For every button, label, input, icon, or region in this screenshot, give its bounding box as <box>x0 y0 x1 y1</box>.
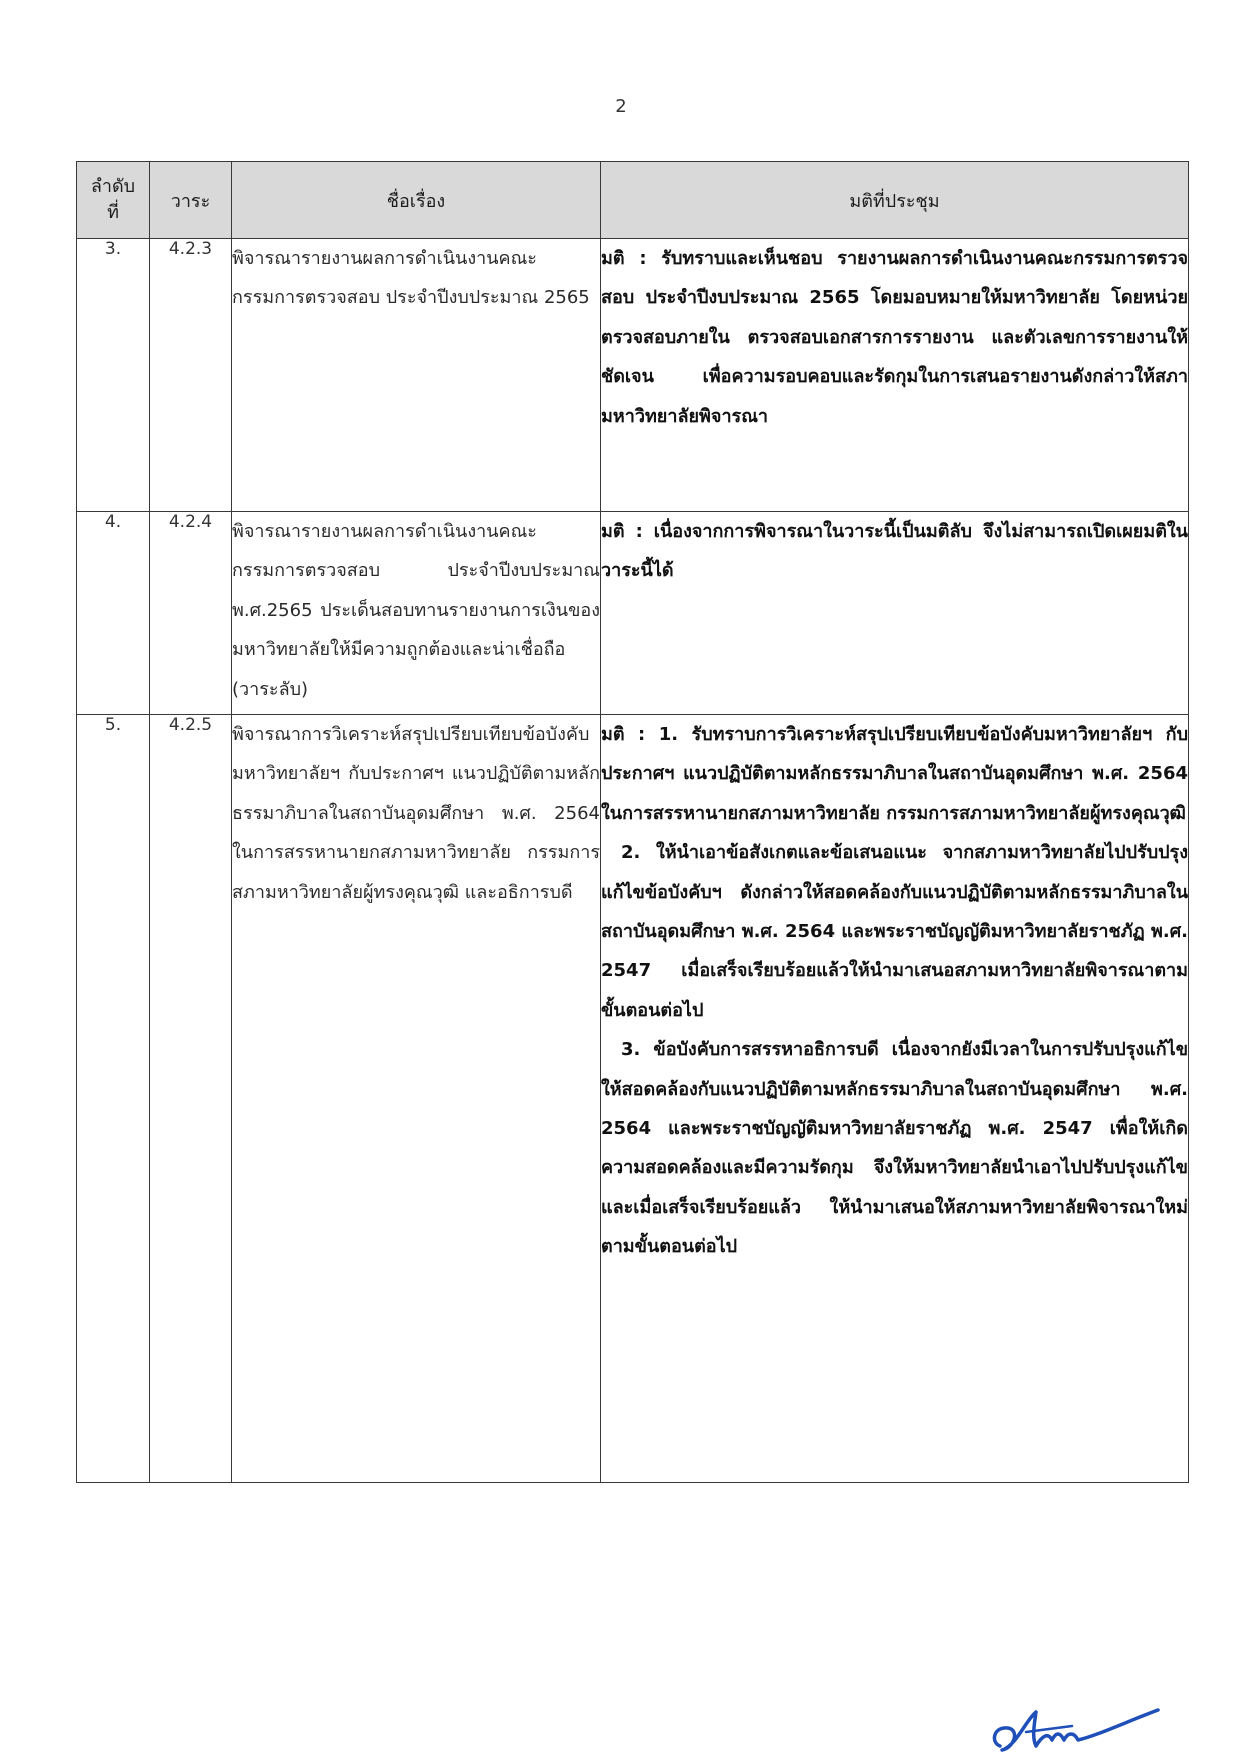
page-number: 2 <box>615 96 627 117</box>
header-resolution: มติที่ประชุม <box>601 162 1189 239</box>
resolution-paragraph: 2. ให้นำเอาข้อสังเกตและข้อเสนอแนะ จากสภามหาวิทยาลัยไปปรับปรุงแก้ไขข้อบังคับฯ ดังกล่าวให้สอดคล้องกับแนวปฏิบัติตามหลักธรรมาภิบาลในสถาบันอุดมศึกษา พ.ศ. 2564 และพระราชบัญญัติมหาวิทยาลัยราชภัฏ พ.ศ. 2547 เมื่อเสร็จเรียบร้อยแล้วให้นำมาเสนอสภามหาวิทยาลัยพิจารณาตามขั้นตอนต่อไป <box>601 842 1188 1021</box>
row-agenda: 4.2.3 <box>150 239 232 512</box>
row-resolution <box>601 512 1189 715</box>
row-resolution <box>601 715 1189 1483</box>
row-subject: พิจารณารายงานผลการดำเนินงานคณะกรรมการตรวจสอบ ประจำปีงบประมาณ พ.ศ.2565 ประเด็นสอบทานรายงานการเงินของมหาวิทยาลัยให้มีความถูกต้องและน่าเชื่อถือ (วาระลับ) <box>232 512 601 715</box>
row-subject: พิจารณาการวิเคราะห์สรุปเปรียบเทียบข้อบังคับมหาวิทยาลัยฯ กับประกาศฯ แนวปฏิบัติตามหลักธรรมาภิบาลในสถาบันอุดมศึกษา พ.ศ. 2564 ในการสรรหานายกสภามหาวิทยาลัย กรรมการสภามหาวิทยาลัยผู้ทรงคุณวุฒิ และอธิการบดี <box>232 715 601 1483</box>
header-agenda: วาระ <box>150 162 232 239</box>
header-order <box>77 162 150 239</box>
header-order-line2: ที่ <box>107 202 119 223</box>
resolution-paragraph: มติ : 1. รับทราบการวิเคราะห์สรุปเปรียบเทียบข้อบังคับมหาวิทยาลัยฯ กับประกาศฯ แนวปฏิบัติตามหลักธรรมาภิบาลในสถาบันอุดมศึกษา พ.ศ. 2564 ในการสรรหานายกสภามหาวิทยาลัย กรรมการสภามหาวิทยาลัยผู้ทรงคุณวุฒิ <box>601 724 1188 824</box>
row-number: 5. <box>77 715 150 1483</box>
table-row <box>77 239 1189 512</box>
table-row <box>77 512 1189 715</box>
row-agenda: 4.2.5 <box>150 715 232 1483</box>
row-resolution <box>601 239 1189 512</box>
resolution-paragraph: มติ : รับทราบและเห็นชอบ รายงานผลการดำเนินงานคณะกรรมการตรวจสอบ ประจำปีงบประมาณ 2565 โดยมอบหมายให้มหาวิทยาลัย โดยหน่วยตรวจสอบภายใน ตรวจสอบเอกสารการรายงาน และตัวเลขการรายงานให้ชัดเจน เพื่อความรอบคอบและรัดกุมในการเสนอรายงานดังกล่าวให้สภามหาวิทยาลัยพิจารณา <box>601 248 1188 427</box>
row-number: 3. <box>77 239 150 512</box>
row-agenda: 4.2.4 <box>150 512 232 715</box>
header-title: ชื่อเรื่อง <box>232 162 601 239</box>
table-header-row <box>77 162 1189 239</box>
resolution-paragraph: มติ : เนื่องจากการพิจารณาในวาระนี้เป็นมติลับ จึงไม่สามารถเปิดเผยมติในวาระนี้ได้ <box>601 521 1188 582</box>
row-subject: พิจารณารายงานผลการดำเนินงานคณะกรรมการตรวจสอบ ประจำปีงบประมาณ 2565 <box>232 239 601 512</box>
handwritten-signature <box>986 1702 1166 1762</box>
meeting-resolutions-table <box>76 161 1189 1483</box>
row-number: 4. <box>77 512 150 715</box>
table-row <box>77 715 1189 1483</box>
resolution-paragraph: 3. ข้อบังคับการสรรหาอธิการบดี เนื่องจากยังมีเวลาในการปรับปรุงแก้ไขให้สอดคล้องกับแนวปฏิบัติตามหลักธรรมาภิบาลในสถาบันอุดมศึกษา พ.ศ. 2564 และพระราชบัญญัติมหาวิทยาลัยราชภัฏ พ.ศ. 2547 เพื่อให้เกิดความสอดคล้องและมีความรัดกุม จึงให้มหาวิทยาลัยนำเอาไปปรับปรุงแก้ไข และเมื่อเสร็จเรียบร้อยแล้ว ให้นำมาเสนอให้สภามหาวิทยาลัยพิจารณาใหม่ ตามขั้นตอนต่อไป <box>601 1039 1188 1258</box>
header-order-line1: ลำดับ <box>90 176 136 197</box>
